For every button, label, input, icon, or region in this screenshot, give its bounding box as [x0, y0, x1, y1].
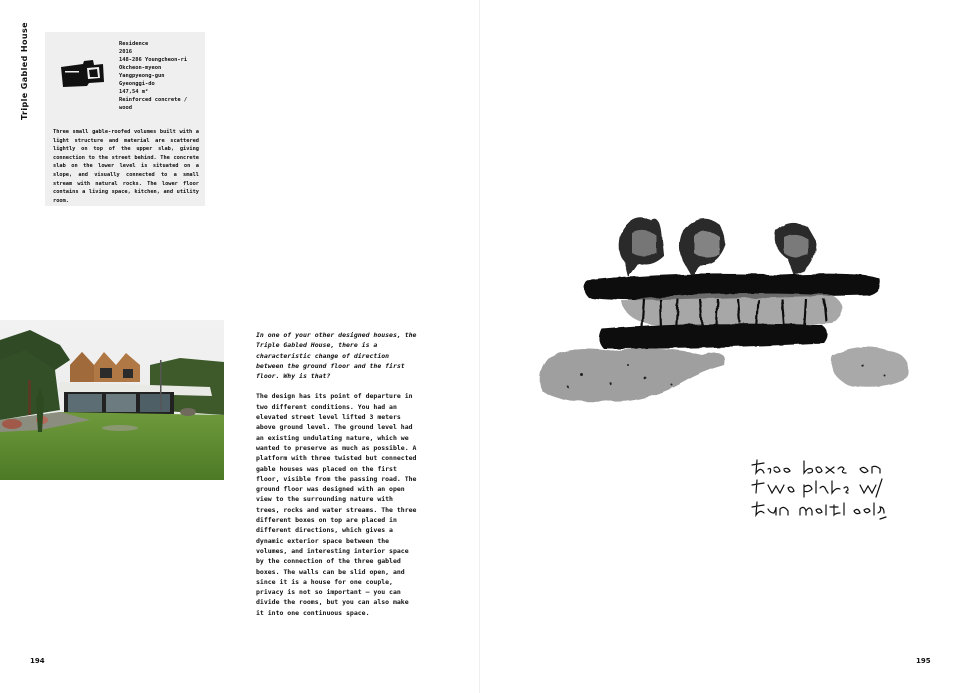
interview-block — [256, 330, 419, 618]
handwriting-strokes — [748, 455, 888, 525]
project-info-card — [45, 32, 205, 206]
house-photo — [0, 320, 224, 480]
interview-question: In one of your other designed houses, the Triple Gabled House, there is a characteristic change of direction between the ground floor and the first floor. Why is that? — [256, 331, 417, 381]
page-number-right: 195 — [916, 657, 931, 665]
fact-year: 2016 — [119, 49, 132, 55]
project-title-vertical: Triple Gabled House — [20, 22, 29, 120]
ink-sketch — [532, 205, 942, 420]
handwritten-note — [748, 455, 888, 525]
fact-address-line: Gyeonggi-do — [119, 81, 155, 87]
fact-type: Residence — [119, 41, 149, 47]
interview-answer: The design has its point of departure in two different conditions. You had an elevated street level lifted 3 meters above ground level. The ground level had an existing undulating nature, which we wanted to preserve as much as possible. A platform with three twisted but connected gable houses was placed on the first floor, visible from the passing road. The ground floor was designed with an open view to the surrounding nature with trees, rocks and water streams. The three different boxes on top are placed in different directions, which gives a dynamic exterior space between the volumes, and interesting interior space by the connection of the three gabled boxes. The walls can be slid open, and since it is a house for one couple, privacy is not so important – you can divide the rooms, but you can also make it into one continuous space. — [256, 392, 417, 617]
project-facts — [119, 40, 203, 112]
fact-structure: Reinforced concrete / wood — [119, 97, 188, 111]
fact-area: 147,54 m² — [119, 89, 149, 95]
page-number-left: 194 — [30, 657, 45, 665]
site-plan-thumbnail — [59, 56, 105, 92]
fact-address-line: Yangpyeong-gun — [119, 73, 165, 79]
fact-address-line: Okcheon-myeon — [119, 65, 162, 71]
project-description: Three small gable-roofed volumes built with a light structure and material are scattered lightly on top of the upper slab, giving connection to the street behind. The concrete slab on the lower level is situated on a slope, and visually connected to a small stream with natural rocks. The lower floor contains a living space, kitchen, and utility room. — [53, 129, 199, 204]
fact-address-line: 148-286 Youngcheon-ri — [119, 57, 188, 63]
right-page — [480, 0, 960, 693]
